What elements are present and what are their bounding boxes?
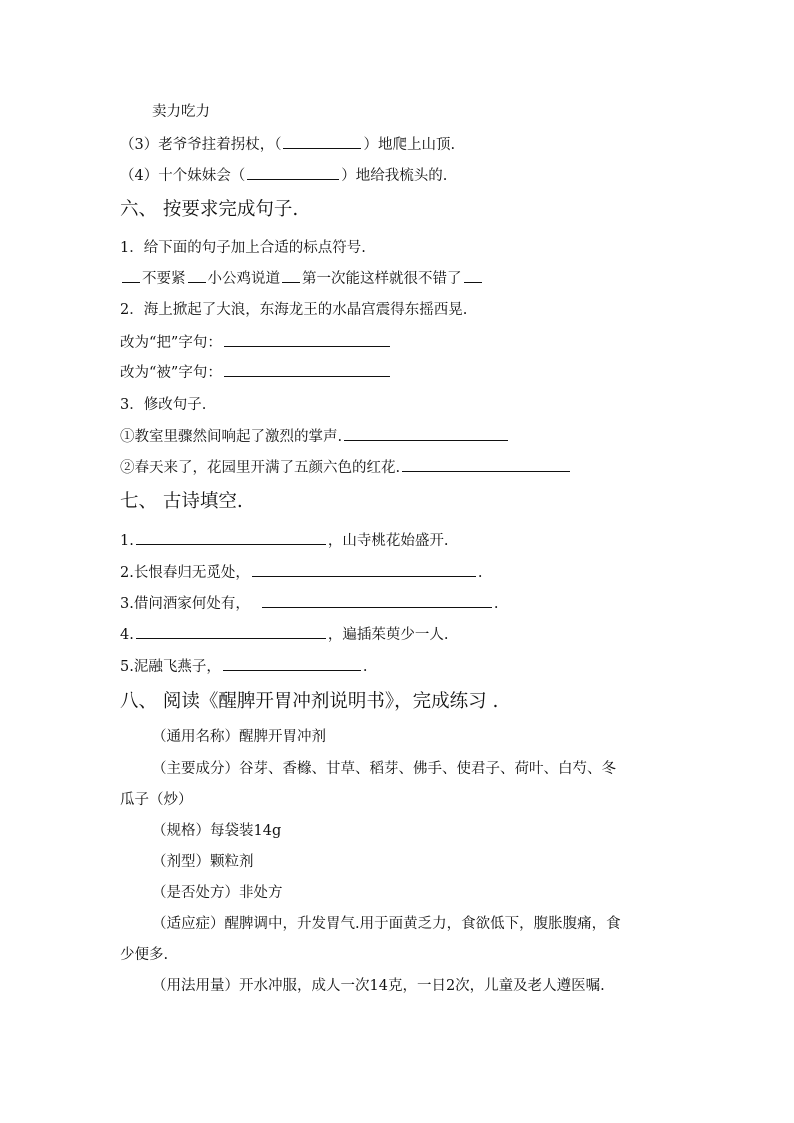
text-line: [152, 102, 210, 122]
instruction-line: 少便多.: [120, 947, 169, 963]
fill-blank[interactable]: [224, 362, 390, 377]
fill-blank[interactable]: [402, 457, 570, 472]
fill-blank[interactable]: [122, 268, 140, 283]
instruction-line: （剂型）颗粒剂: [152, 854, 254, 870]
punctuation-line: 不要紧 小公鸡说道 第一次能这样就很不错了: [120, 268, 484, 289]
instruction-line: （通用名称）醒脾开胃冲剂: [152, 729, 326, 745]
instruction-line: （适应症）醒脾调中，升发胃气.用于面黄乏力，食欲低下，腹胀腹痛，食: [152, 916, 621, 932]
fill-blank[interactable]: [224, 332, 390, 347]
section-heading: 八、 阅读《醒脾开胃冲剂说明书》，完成练习 .: [120, 691, 499, 712]
poem-line: 3.借问酒家何处有， .: [120, 593, 498, 614]
fill-blank[interactable]: [136, 624, 326, 639]
answer-line: 改为“被”字句：: [120, 362, 392, 383]
answer-line: ②春天来了，花园里开满了五颜六色的红花.: [120, 457, 572, 478]
text-line: （3）老爷爷拄着拐杖，（ ）地爬上山顶.: [120, 134, 455, 155]
text-line: （4）十个妹妹会（ ）地给我梳头的.: [120, 165, 447, 186]
poem-line: 5.泥融飞燕子， .: [120, 656, 367, 677]
instruction-line: （规格）每袋装14g: [152, 823, 282, 839]
instruction-line: （主要成分）谷芽、香橼、甘草、稻芽、佛手、使君子、荷叶、白芍、冬: [152, 761, 616, 777]
fill-blank[interactable]: [136, 530, 326, 545]
instruction-line: （用法用量）开水冲服，成人一次14克，一日2次，儿童及老人遵医嘱.: [152, 978, 605, 994]
fill-blank[interactable]: [247, 165, 339, 180]
poem-line: 1. ，山寺桃花始盛开.: [120, 530, 448, 551]
fill-blank[interactable]: [283, 134, 361, 149]
fill-blank[interactable]: [188, 268, 206, 283]
fill-blank[interactable]: [344, 426, 508, 441]
answer-line: ①教室里骤然间响起了激烈的掌声.: [120, 426, 510, 447]
section-heading: 六、 按要求完成句子.: [120, 199, 299, 220]
word-pair: 卖力吃力: [152, 104, 210, 120]
question: 3．修改句子.: [120, 397, 207, 413]
question: 1．给下面的句子加上合适的标点符号.: [120, 240, 366, 256]
question: 2．海上掀起了大浪，东海龙王的水晶宫震得东摇西晃.: [120, 302, 468, 318]
fill-blank[interactable]: [262, 593, 492, 608]
fill-blank[interactable]: [282, 268, 300, 283]
poem-line: 2.长恨春归无觅处， .: [120, 562, 482, 583]
poem-line: 4. ，遍插茱萸少一人.: [120, 624, 448, 645]
instruction-line: 瓜子（炒）: [120, 792, 193, 808]
instruction-line: （是否处方）非处方: [152, 885, 283, 901]
fill-blank[interactable]: [464, 268, 482, 283]
fill-blank[interactable]: [223, 656, 361, 671]
answer-line: 改为“把”字句：: [120, 332, 392, 353]
fill-blank[interactable]: [252, 562, 476, 577]
section-heading: 七、 古诗填空.: [120, 491, 243, 512]
